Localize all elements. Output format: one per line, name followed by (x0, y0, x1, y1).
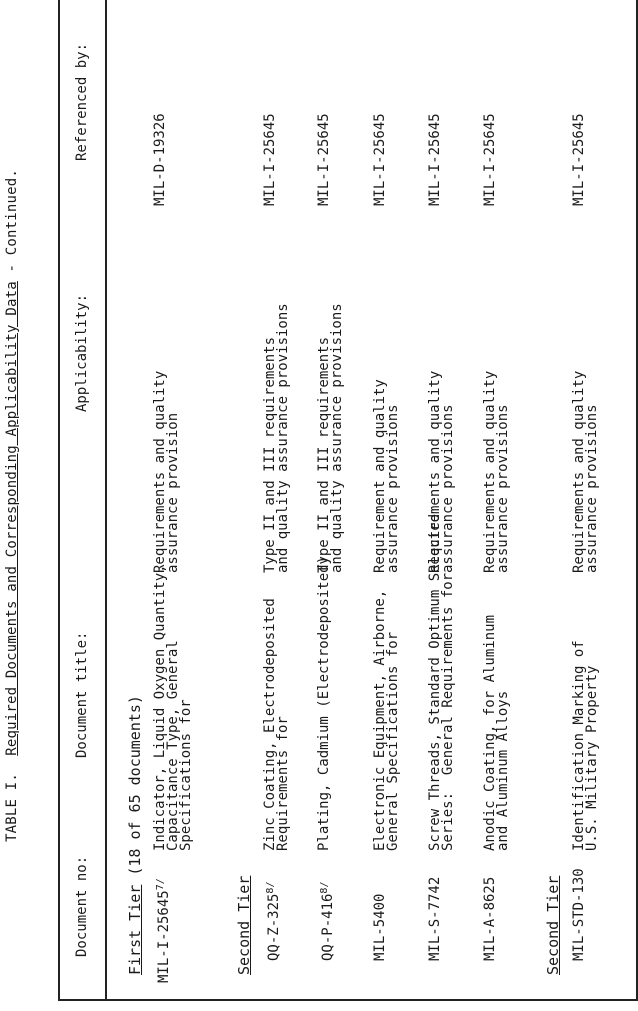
row-doc-no: $QQ-P-416^{8/}$ (319, 881, 336, 961)
header-doc-title: Document title: (74, 631, 90, 758)
row-doc-title: Screw Threads, Standard Optimum Selected Series: General Requirements for (427, 513, 456, 851)
row-doc-no: MIL-$I-25645^{7/}$ (155, 878, 172, 983)
row-referenced-by: MIL-D-19326 (152, 113, 168, 206)
row-doc-no: MIL-S-7742 (427, 876, 443, 961)
row-applicability: Requirements and quality assurance provisions (482, 370, 511, 573)
row-referenced-by: MIL-I-25645 (427, 113, 443, 206)
footnote-ref: 8/ (265, 881, 276, 894)
footnote-ref: 8/ (319, 881, 330, 894)
row-referenced-by: MIL-I-25645 (482, 113, 498, 206)
row-referenced-by: MIL-I-25645 (262, 113, 278, 206)
caption-suffix: - Continued. (4, 168, 20, 282)
tier-heading (235, 876, 253, 975)
row-applicability: Requirement and quality assurance provisions (372, 379, 401, 573)
row-doc-title: Electronic Equipment, Airborne, General Specifications for (372, 589, 401, 851)
row-referenced-by: MIL-I-25645 (316, 113, 332, 206)
footnote-ref: 7/ (155, 878, 166, 891)
tier-heading (544, 876, 562, 975)
row-doc-no: MIL-A-8625 (482, 876, 498, 961)
row-doc-no: MIL-STD-130 (571, 868, 587, 961)
caption-prefix: TABLE I. (4, 773, 20, 843)
table-left-border (60, 1000, 636, 1002)
caption-title: Required Documents and Corresponding Applicability Data (4, 281, 20, 756)
row-doc-title: Anodic Coating, for Aluminum and Aluminum Alloys (482, 614, 511, 851)
row-referenced-by: MIL-I-25645 (571, 113, 587, 206)
row-doc-no: $QQ-Z-325^{8/}$ (265, 881, 282, 961)
requirements-table (58, 0, 638, 1001)
row-applicability: Requirements and quality assurance provision (152, 370, 181, 573)
row-applicability: Requirements and quality assurance provisions (571, 370, 600, 573)
row-referenced-by: MIL-I-25645 (372, 113, 388, 206)
row-applicability: Requirements and quality assurance provisions (427, 370, 456, 573)
table-caption (4, 0, 20, 1011)
row-doc-title: Zinc Coating, Electrodeposited Requirements for (262, 598, 291, 851)
row-doc-title: Indicator, Liquid Oxygen Quantity, Capacitance Type, General Specifications for (152, 564, 194, 851)
tier-label: First Tier (126, 884, 144, 975)
header-referenced-by: Referenced by: (74, 42, 90, 161)
tier-heading (126, 695, 144, 975)
tier-label: Second Tier (544, 875, 562, 975)
row-applicability: Type II and III requirements and quality assurance provisions (262, 303, 291, 573)
tier-note: (18 of 65 documents) (126, 695, 144, 885)
row-doc-no: MIL-5400 (372, 893, 388, 961)
tier-label: Second Tier (235, 875, 253, 975)
row-doc-title: Plating, Cadmium (Electrodeposited) (316, 555, 332, 851)
row-applicability: Type II and III requirements and quality assurance provisions (316, 303, 345, 573)
header-applicability: Applicability: (74, 293, 90, 412)
header-rule (105, 0, 107, 1001)
row-doc-title: Identification Marking of U.S. Military Property (571, 640, 600, 851)
header-doc-no: Document no: (74, 855, 90, 957)
